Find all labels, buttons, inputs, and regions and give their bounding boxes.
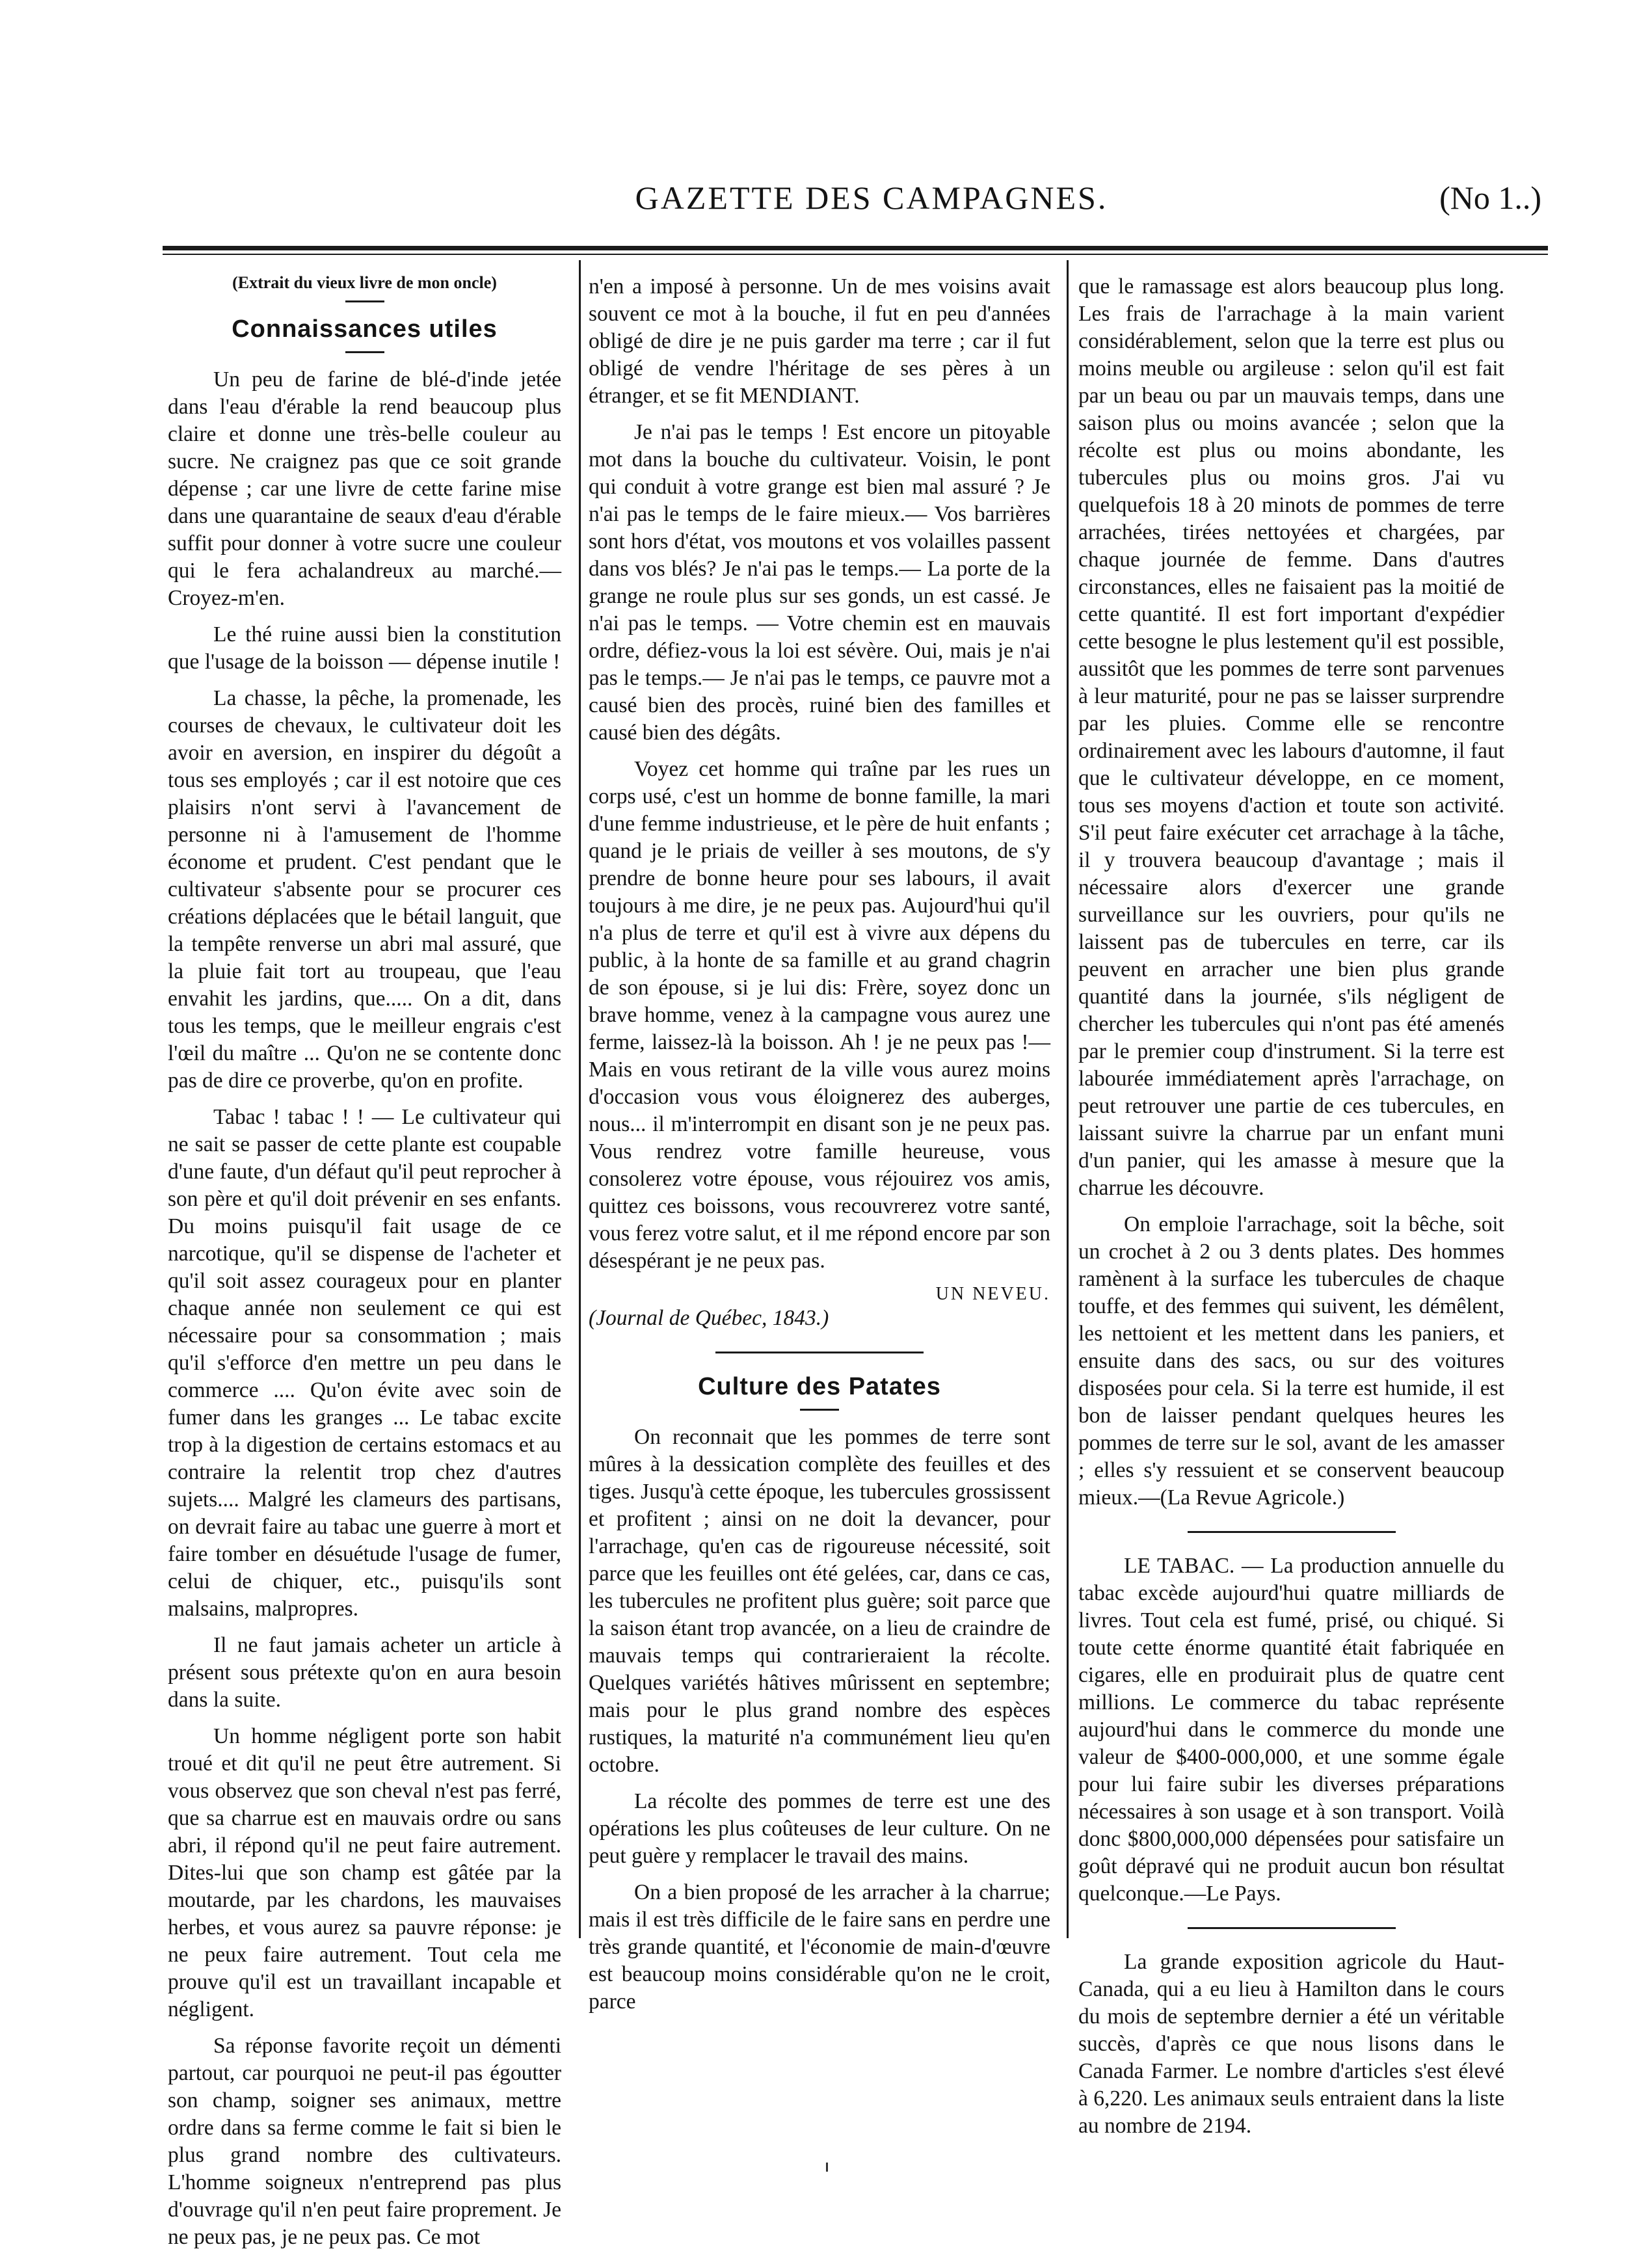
page-center-mark: [826, 2163, 828, 2172]
paragraph: Je n'ai pas le temps ! Est encore un pitoyable mot dans la bouche du cultivateur. Voisin, le pont qui conduit à votre grange est bien mal assuré ? Je n'ai pas le temps de le faire mieux.— Vos barrières sont hors d'état, vos moutons et vos volailles passent dans vos blés? Je n'ai pas le temps.— La porte de la grange ne roule plus sur ses gonds, un est cassé. Je n'ai pas le temps. — Votre chemin est en mauvais ordre, défiez-vous la loi est sévère. Oui, mais je n'ai pas le temps.— Je n'ai pas le temps, ce pauvre mot a causé bien des procès, ruiné bien des familles et causé bien des dégâts.: [589, 420, 1050, 745]
column-3: [1078, 273, 1504, 2138]
section-title-connaissances: Connaissances utiles: [232, 315, 498, 343]
paragraph: que le ramassage est alors beaucoup plus long. Les frais de l'arrachage à la main varient considérablement, selon que la terre est plus ou moins meuble ou argileuse : selon qu'il est fait par un beau ou par un mauvais temps, dans une saison plus ou moins avancée ; selon que la récolte est plus ou moins abondante, les tubercules plus ou moins gros. J'ai vu quelquefois 18 à 20 minots de pommes de terre arrachées, tirées nettoyées et chargées, par chaque journée de femme. Dans d'autres circonstances, elles ne faisaient pas la moitié de cette quantité. Il est fort important d'expédier cette besogne le plus lestement qu'il est possible, aussitôt que les pommes de terre sont parvenues à leur maturité, pour ne pas se laisser surprendre par les pluies. Comme elle se rencontre ordinairement avec les labours d'automne, il faut que le cultivateur développe, en ce moment, tous ses moyens d'action et toute son activité. S'il peut faire exécuter cet arrachage à la tâche, il y trouvera beaucoup d'avantage ; mais il nécessaire alors d'exercer une grande surveillance sur les ouvriers, pour qu'ils ne laissent pas de tubercules en terre, car ils peuvent en arracher une bien plus grande quantité dans la journée, s'ils négligent de chercher les tubercules qui n'ont pas été amenés par le premier coup d'instrument. Si la terre est labourée immédiatement après l'arrachage, on peut retrouver une partie de ces tubercules, en laissant suivre la charrue par un enfant muni d'un panier, qui les amasse à mesure que la charrue les découvre.: [1078, 274, 1504, 1200]
header-rule-thin: [163, 254, 1548, 255]
paragraph-le-tabac: LE TABAC. — La production annuelle du tabac excède aujourd'hui quatre milliards de livres. Tout cela est fumé, prisé, ou chiqué. Si toute cette énorme quantité était fabriquée en cigares, elle en produirait plus de quatre cent millions. Le commerce du tabac représente aujourd'hui dans le commerce du monde une valeur de $400-000,000, et une somme égale pour lui faire subir les diverses préparations nécessaires à son usage et à son transport. Voilà donc $800,000,000 dépensées pour satisfaire un goût dépravé qui ne produit aucun bon résultat quelconque.—Le Pays.: [1078, 1554, 1504, 1906]
masthead-title: GAZETTE DES CAMPAGNES.: [635, 180, 1108, 216]
paragraph: La récolte des pommes de terre est une des opérations les plus coûteuses de leur culture. On ne peut guère y remplacer le travail des mains.: [589, 1789, 1050, 1868]
paragraph: On emploie l'arrachage, soit la bêche, soit un crochet à 2 ou 3 dents plates. Des hommes ramènent à la surface les tubercules de chaque touffe, et des femmes qui suivent, les démêlent, les nettoient et les mettent dans les paniers, et ensuite dans des sacs, ou sur des voitures disposées pour cela. Si la terre est humide, il est bon de laisser pendant quelques heures les pommes de terre sur le sol, avant de les amasser ; elles s'y ressuient et se conservent beaucoup mieux.—(La Revue Agricole.): [1078, 1212, 1504, 1510]
section-rule: [715, 1352, 924, 1353]
paragraph: Il ne faut jamais acheter un article à présent sous prétexte qu'on en aura besoin dans la suite.: [168, 1633, 561, 1712]
source-citation: (Journal de Québec, 1843.): [589, 1306, 829, 1330]
header-rule-thick: [163, 246, 1548, 250]
paragraph: Tabac ! tabac ! ! — Le cultivateur qui ne sait se passer de cette plante est coupable d'une faute, d'un défaut qu'il peut reprocher à son père et qu'il doit prévenir en ses enfants. Du moins puisqu'il fait usage de ce narcotique, qu'il se dispense de l'acheter et qu'il soit assez courageux pour en planter chaque année non seulement ce qui est nécessaire pour sa consommation ; mais qu'il s'efforce d'en mettre un peu dans le commerce .... Qu'on évite avec soin de fumer dans les granges ... Le tabac excite trop à la digestion de certains estomacs et au contraire la relentit trop chez d'autres sujets.... Malgré les clameurs des partisans, on devrait faire au tabac une guerre à mort et faire tomber en désuétude l'usage de fumer, celui de chiquer, etc., puisqu'ils sont malsains, malpropres.: [168, 1105, 561, 1621]
section-title-patates: Culture des Patates: [698, 1373, 941, 1400]
section-rule: [1188, 1531, 1396, 1533]
separator-dash: [345, 351, 384, 353]
separator-dash: [345, 300, 384, 302]
paragraph: Voyez cet homme qui traîne par les rues un corps usé, c'est un homme de bonne famille, la mari d'une femme industrieuse, et le père de huit enfants ; quand je le priais de veiller à ses moutons, de s'y prendre de bonne heure pour ses labours, il avait toujours à me dire, je ne peux pas. Aujourd'hui qu'il n'a plus de terre et qu'il est à vivre aux dépens du public, à la honte de sa famille et au grand chagrin de son épouse, si je lui dis: Frère, soyez donc un brave homme, venez à la campagne vous aurez une ferme, laissez-là la boisson. Ah ! je ne peux pas !—Mais en vous retirant de la ville vous aurez moins d'occasion vous vous éloignerez des auberges, nous... il m'interrompit en disant son je ne peux pas. Vous rendrez votre famille heureuse, vous consolerez votre épouse, vous réjouirez vos amis, quittez ces boissons, vous recouvrerez votre santé, vous ferez votre salut, et il me répond encore par son désespérant je ne peux pas.: [589, 757, 1050, 1273]
signature: UN NEVEU.: [935, 1284, 1050, 1304]
paragraph: On reconnait que les pommes de terre sont mûres à la dessication complète des feuilles et des tiges. Jusqu'à cette époque, les tubercules grossissent et profitent ; ainsi on ne doit la devancer, pour l'arrachage, qu'en cas de rigoureuse nécessité, soit parce que les feuilles ont été gelées, car, dans ce cas, les tubercules ne profitent plus guère; soit parce que la saison étant trop avancée, on a lieu de craindre de mauvais temps qui contrarieraient la récolte. Quelques variétés hâtives mûrissent en septembre; mais pour le plus grand nombre des espèces rustiques, la maturité n'a communément lieu qu'en octobre.: [589, 1425, 1050, 1777]
section-rule: [1188, 1927, 1396, 1929]
paragraph: Le thé ruine aussi bien la constitution que l'usage de la boisson — dépense inutile !: [168, 622, 561, 674]
issue-number: (No 1..): [1439, 180, 1541, 216]
paragraph: On a bien proposé de les arracher à la charrue; mais il est très difficile de le faire sans en perdre une très grande quantité, et l'économie de main-d'œuvre est beaucoup moins considérable qu'on ne le croit, parce: [589, 1880, 1050, 2014]
column-divider-1: [579, 260, 581, 1938]
paragraph: Un homme négligent porte son habit troué et dit qu'il ne peut être autrement. Si vous observez que son cheval n'est pas ferré, que sa charrue est en mauvais ordre ou sans abri, il répond qu'il ne peut faire autrement. Dites-lui que son champ est gâtée par la moutarde, par les chardons, les mauvaises herbes, et vous aurez sa pauvre réponse: je ne peux faire autrement. Tout cela me prouve qu'il est un travaillant incapable et négligent.: [168, 1724, 561, 2021]
paragraph-exposition: La grande exposition agricole du Haut-Canada, qui a eu lieu à Hamilton dans le cours du mois de septembre dernier a été un véritable succès, d'après ce que nous lisons dans le Canada Farmer. Le nombre d'articles s'est élevé à 6,220. Les animaux seuls entraient dans la liste au nombre de 2194.: [1078, 1950, 1504, 2138]
extract-note: (Extrait du vieux livre de mon oncle): [232, 273, 497, 292]
paragraph: Un peu de farine de blé-d'inde jetée dans l'eau d'érable la rend beaucoup plus claire et donne une très-belle couleur au sucre. Ne craignez pas que ce soit grande dépense ; car une livre de cette farine mise dans une quarantaine de seaux d'eau d'érable suffit pour donner à votre sucre une couleur qui le fera achalandreux au marché.— Croyez-m'en.: [168, 367, 561, 610]
paragraph: La chasse, la pêche, la promenade, les courses de chevaux, le cultivateur doit les avoir en aversion, en inspirer du dégoût a tous ses employés ; car il est notoire que ces plaisirs n'ont servi à l'avancement de personne ni à l'amusement de l'homme économe et prudent. C'est pendant que le cultivateur s'absente pour se procurer ces créations déplacées que le bétail languit, que la tempête renverse un abri mal assuré, que la pluie fait tort au troupeau, que l'eau envahit les jardins, que..... On a dit, dans tous les temps, que le meilleur engrais c'est l'œil du maître ... Qu'on ne se contente donc pas de dire ce proverbe, qu'on en profite.: [168, 686, 561, 1093]
column-1: [168, 273, 561, 2249]
separator-dash: [800, 1409, 839, 1411]
column-divider-2: [1067, 260, 1069, 1938]
page-header: [163, 172, 1580, 224]
paragraph: n'en a imposé à personne. Un de mes voisins avait souvent ce mot à la bouche, il fut en peu d'années obligé de dire je ne puis garder ma terre ; car il fut obligé de vendre l'héritage de ses pères à un étranger, et se fit MENDIANT.: [589, 274, 1050, 408]
paragraph: Sa réponse favorite reçoit un démenti partout, car pourquoi ne peut-il pas égoutter son champ, soigner ses animaux, mettre ordre dans sa ferme comme le fait si bien le plus grand nombre des cultivateurs. L'homme soigneux n'entreprend pas plus d'ouvrage qu'il n'en peut faire proprement. Je ne peux pas, je ne peux pas. Ce mot: [168, 2034, 561, 2249]
column-2: [589, 273, 1050, 2014]
